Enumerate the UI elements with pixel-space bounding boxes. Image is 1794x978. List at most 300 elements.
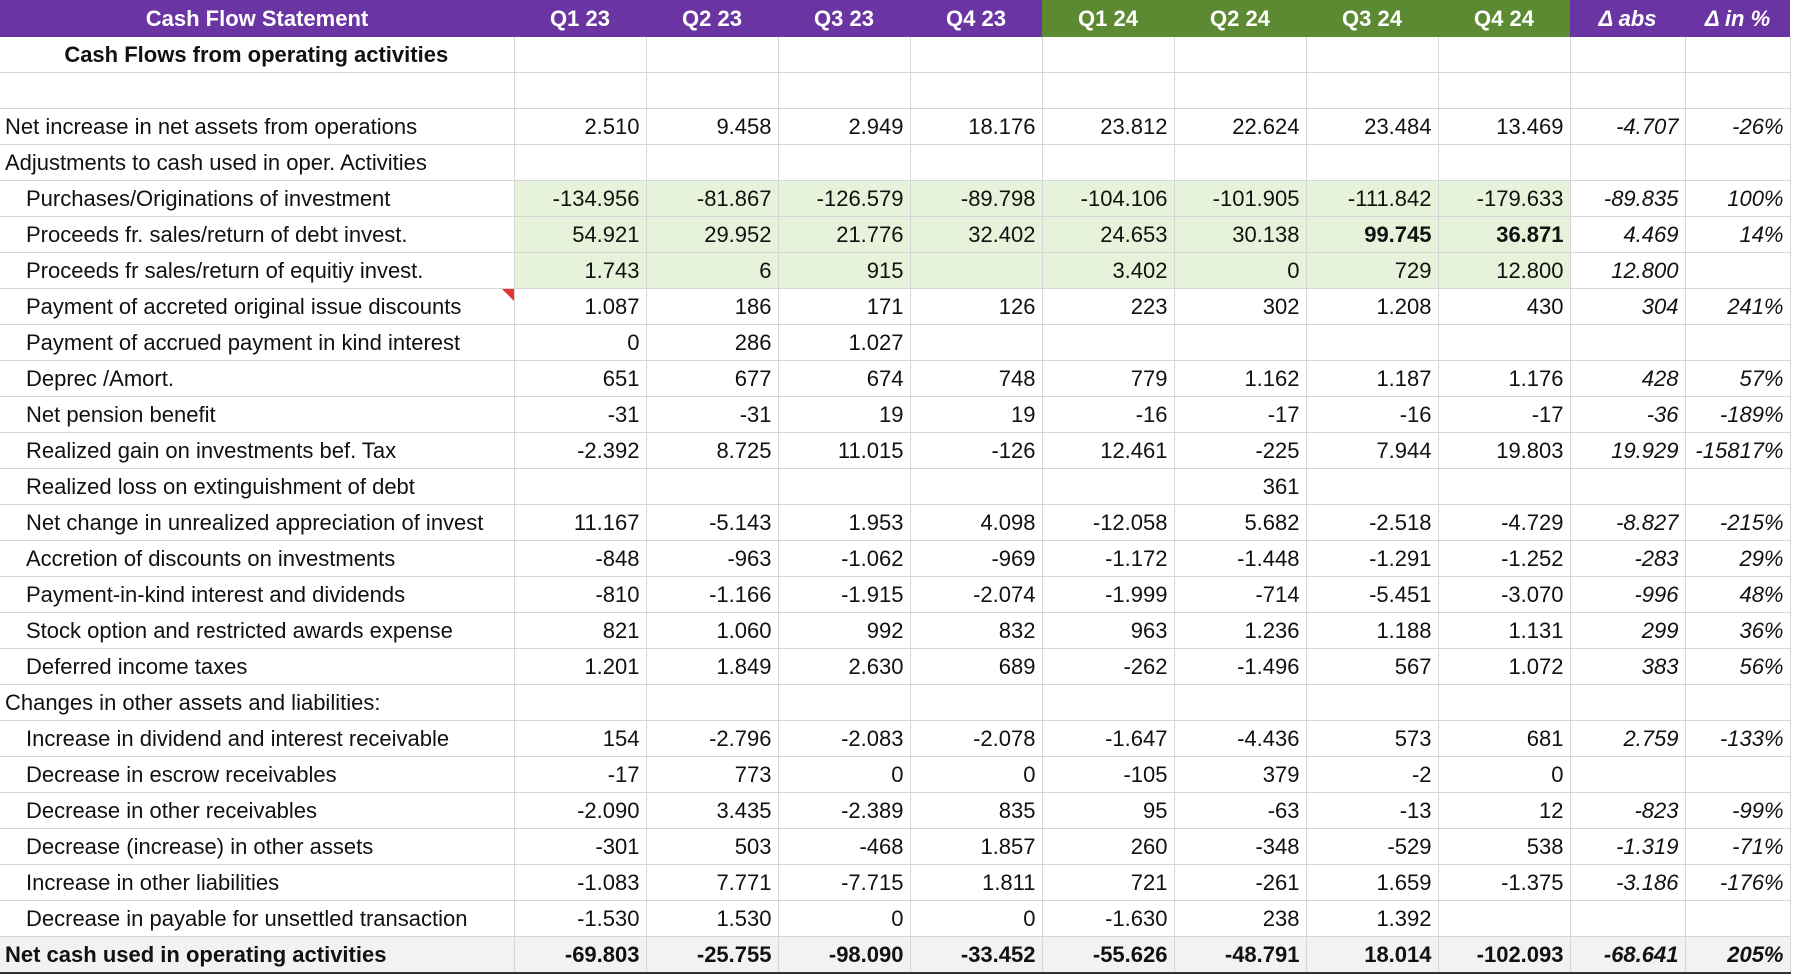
value-cell[interactable]: 681 <box>1438 721 1570 757</box>
value-cell[interactable]: 832 <box>910 613 1042 649</box>
value-cell[interactable]: -1.448 <box>1174 541 1306 577</box>
total-value-cell[interactable]: -33.452 <box>910 937 1042 974</box>
value-cell[interactable]: -2.090 <box>514 793 646 829</box>
value-cell[interactable]: 154 <box>514 721 646 757</box>
value-cell[interactable]: 748 <box>910 361 1042 397</box>
value-cell[interactable]: 36.871 <box>1438 217 1570 253</box>
value-cell[interactable]: 651 <box>514 361 646 397</box>
total-delta-abs[interactable]: -68.641 <box>1570 937 1685 974</box>
delta-abs-cell[interactable]: 4.469 <box>1570 217 1685 253</box>
value-cell[interactable] <box>910 325 1042 361</box>
value-cell[interactable]: 0 <box>1174 253 1306 289</box>
row-label[interactable]: Adjustments to cash used in oper. Activities <box>0 145 514 181</box>
comment-indicator-icon[interactable] <box>502 289 514 301</box>
row-label[interactable]: Increase in other liabilities <box>0 865 514 901</box>
delta-pct-cell[interactable]: 14% <box>1685 217 1790 253</box>
value-cell[interactable]: -2 <box>1306 757 1438 793</box>
total-value-cell[interactable]: -25.755 <box>646 937 778 974</box>
row-label[interactable]: Proceeds fr sales/return of equitiy invest. <box>0 253 514 289</box>
row-label[interactable]: Deprec /Amort. <box>0 361 514 397</box>
value-cell[interactable]: 12.800 <box>1438 253 1570 289</box>
row-label[interactable]: Realized loss on extinguishment of debt <box>0 469 514 505</box>
value-cell[interactable]: 21.776 <box>778 217 910 253</box>
value-cell[interactable]: 1.187 <box>1306 361 1438 397</box>
value-cell[interactable]: 13.469 <box>1438 109 1570 145</box>
value-cell[interactable] <box>514 685 646 721</box>
value-cell[interactable] <box>910 145 1042 181</box>
value-cell[interactable]: -31 <box>646 397 778 433</box>
value-cell[interactable]: -1.530 <box>514 901 646 937</box>
delta-pct-cell[interactable]: -133% <box>1685 721 1790 757</box>
delta-abs-cell[interactable] <box>1570 325 1685 361</box>
delta-abs-cell[interactable]: -4.707 <box>1570 109 1685 145</box>
value-cell[interactable]: -2.518 <box>1306 505 1438 541</box>
value-cell[interactable]: -13 <box>1306 793 1438 829</box>
value-cell[interactable]: 171 <box>778 289 910 325</box>
value-cell[interactable]: -225 <box>1174 433 1306 469</box>
value-cell[interactable]: -31 <box>514 397 646 433</box>
delta-abs-cell[interactable]: 304 <box>1570 289 1685 325</box>
cell[interactable] <box>910 37 1042 73</box>
delta-abs-cell[interactable]: -1.319 <box>1570 829 1685 865</box>
delta-abs-cell[interactable] <box>1570 757 1685 793</box>
value-cell[interactable]: 29.952 <box>646 217 778 253</box>
value-cell[interactable]: 4.098 <box>910 505 1042 541</box>
value-cell[interactable]: 1.087 <box>514 289 646 325</box>
delta-pct-cell[interactable] <box>1685 469 1790 505</box>
row-label[interactable]: Payment of accrued payment in kind interest <box>0 325 514 361</box>
delta-pct-cell[interactable] <box>1685 901 1790 937</box>
total-value-cell[interactable]: -55.626 <box>1042 937 1174 974</box>
cell[interactable] <box>1042 37 1174 73</box>
value-cell[interactable]: -126.579 <box>778 181 910 217</box>
header-delta-pct[interactable]: Δ in % <box>1685 0 1790 37</box>
delta-pct-cell[interactable]: 29% <box>1685 541 1790 577</box>
delta-pct-cell[interactable]: 100% <box>1685 181 1790 217</box>
delta-abs-cell[interactable]: -283 <box>1570 541 1685 577</box>
value-cell[interactable]: 1.811 <box>910 865 1042 901</box>
value-cell[interactable]: 430 <box>1438 289 1570 325</box>
value-cell[interactable]: -126 <box>910 433 1042 469</box>
row-label[interactable]: Net change in unrealized appreciation of invest <box>0 505 514 541</box>
value-cell[interactable] <box>1306 325 1438 361</box>
value-cell[interactable]: 503 <box>646 829 778 865</box>
value-cell[interactable]: 54.921 <box>514 217 646 253</box>
header-q1-23[interactable]: Q1 23 <box>514 0 646 37</box>
value-cell[interactable]: -848 <box>514 541 646 577</box>
value-cell[interactable]: 729 <box>1306 253 1438 289</box>
delta-pct-cell[interactable] <box>1685 325 1790 361</box>
value-cell[interactable]: 126 <box>910 289 1042 325</box>
value-cell[interactable]: -348 <box>1174 829 1306 865</box>
total-label[interactable]: Net cash used in operating activities <box>0 937 514 974</box>
value-cell[interactable]: -1.172 <box>1042 541 1174 577</box>
value-cell[interactable]: 915 <box>778 253 910 289</box>
value-cell[interactable]: 3.402 <box>1042 253 1174 289</box>
value-cell[interactable] <box>1438 325 1570 361</box>
value-cell[interactable] <box>1174 685 1306 721</box>
value-cell[interactable] <box>1042 469 1174 505</box>
cell[interactable] <box>778 37 910 73</box>
delta-abs-cell[interactable]: 12.800 <box>1570 253 1685 289</box>
value-cell[interactable]: 238 <box>1174 901 1306 937</box>
delta-pct-cell[interactable]: -71% <box>1685 829 1790 865</box>
row-label[interactable]: Decrease (increase) in other assets <box>0 829 514 865</box>
delta-pct-cell[interactable]: 48% <box>1685 577 1790 613</box>
delta-pct-cell[interactable]: 36% <box>1685 613 1790 649</box>
value-cell[interactable]: 11.167 <box>514 505 646 541</box>
value-cell[interactable]: -2.389 <box>778 793 910 829</box>
value-cell[interactable]: 186 <box>646 289 778 325</box>
value-cell[interactable]: 567 <box>1306 649 1438 685</box>
value-cell[interactable]: -1.291 <box>1306 541 1438 577</box>
delta-abs-cell[interactable]: -8.827 <box>1570 505 1685 541</box>
value-cell[interactable] <box>514 145 646 181</box>
value-cell[interactable]: -5.143 <box>646 505 778 541</box>
value-cell[interactable]: 223 <box>1042 289 1174 325</box>
value-cell[interactable]: 2.949 <box>778 109 910 145</box>
value-cell[interactable] <box>910 253 1042 289</box>
delta-abs-cell[interactable]: 2.759 <box>1570 721 1685 757</box>
cell[interactable] <box>646 73 778 109</box>
value-cell[interactable] <box>778 685 910 721</box>
value-cell[interactable]: 779 <box>1042 361 1174 397</box>
cell[interactable] <box>1174 73 1306 109</box>
delta-abs-cell[interactable] <box>1570 685 1685 721</box>
total-value-cell[interactable]: -102.093 <box>1438 937 1570 974</box>
value-cell[interactable] <box>1174 325 1306 361</box>
value-cell[interactable]: 1.176 <box>1438 361 1570 397</box>
value-cell[interactable] <box>1174 145 1306 181</box>
delta-pct-cell[interactable]: -215% <box>1685 505 1790 541</box>
cell[interactable] <box>1685 37 1790 73</box>
value-cell[interactable]: 1.188 <box>1306 613 1438 649</box>
value-cell[interactable]: 1.659 <box>1306 865 1438 901</box>
row-label[interactable]: Changes in other assets and liabilities: <box>0 685 514 721</box>
value-cell[interactable]: 6 <box>646 253 778 289</box>
row-label[interactable]: Net pension benefit <box>0 397 514 433</box>
value-cell[interactable]: 11.015 <box>778 433 910 469</box>
value-cell[interactable] <box>778 469 910 505</box>
value-cell[interactable]: -89.798 <box>910 181 1042 217</box>
value-cell[interactable]: 1.953 <box>778 505 910 541</box>
value-cell[interactable]: 1.392 <box>1306 901 1438 937</box>
value-cell[interactable]: -969 <box>910 541 1042 577</box>
value-cell[interactable]: 992 <box>778 613 910 649</box>
header-q4-24[interactable]: Q4 24 <box>1438 0 1570 37</box>
value-cell[interactable]: -17 <box>514 757 646 793</box>
value-cell[interactable] <box>1306 145 1438 181</box>
total-value-cell[interactable]: -98.090 <box>778 937 910 974</box>
cell[interactable] <box>1570 73 1685 109</box>
row-label[interactable]: Net increase in net assets from operations <box>0 109 514 145</box>
value-cell[interactable]: -1.166 <box>646 577 778 613</box>
value-cell[interactable]: -12.058 <box>1042 505 1174 541</box>
cell[interactable] <box>1306 37 1438 73</box>
value-cell[interactable]: 1.236 <box>1174 613 1306 649</box>
value-cell[interactable]: -104.106 <box>1042 181 1174 217</box>
value-cell[interactable]: -105 <box>1042 757 1174 793</box>
delta-pct-cell[interactable]: -26% <box>1685 109 1790 145</box>
value-cell[interactable]: 1.060 <box>646 613 778 649</box>
cell[interactable] <box>1685 73 1790 109</box>
delta-pct-cell[interactable]: -176% <box>1685 865 1790 901</box>
value-cell[interactable]: 5.682 <box>1174 505 1306 541</box>
table-row <box>0 289 1790 325</box>
delta-abs-cell[interactable] <box>1570 145 1685 181</box>
cell[interactable] <box>1306 73 1438 109</box>
value-cell[interactable]: 773 <box>646 757 778 793</box>
value-cell[interactable]: 379 <box>1174 757 1306 793</box>
delta-abs-cell[interactable] <box>1570 469 1685 505</box>
value-cell[interactable]: -17 <box>1174 397 1306 433</box>
total-delta-pct[interactable]: 205% <box>1685 937 1790 974</box>
value-cell[interactable]: -111.842 <box>1306 181 1438 217</box>
delta-pct-cell[interactable]: 56% <box>1685 649 1790 685</box>
delta-abs-cell[interactable]: 19.929 <box>1570 433 1685 469</box>
row-label[interactable]: Realized gain on investments bef. Tax <box>0 433 514 469</box>
row-label[interactable]: Proceeds fr. sales/return of debt invest. <box>0 217 514 253</box>
delta-pct-cell[interactable]: 241% <box>1685 289 1790 325</box>
value-cell[interactable]: -17 <box>1438 397 1570 433</box>
cell[interactable] <box>514 37 646 73</box>
value-cell[interactable]: 2.630 <box>778 649 910 685</box>
value-cell[interactable]: 1.208 <box>1306 289 1438 325</box>
value-cell[interactable]: 7.944 <box>1306 433 1438 469</box>
value-cell[interactable]: 538 <box>1438 829 1570 865</box>
delta-abs-cell[interactable]: -3.186 <box>1570 865 1685 901</box>
value-cell[interactable]: -134.956 <box>514 181 646 217</box>
delta-pct-cell[interactable] <box>1685 757 1790 793</box>
value-cell[interactable] <box>1306 469 1438 505</box>
value-cell[interactable]: 689 <box>910 649 1042 685</box>
value-cell[interactable]: 23.812 <box>1042 109 1174 145</box>
header-q2-23[interactable]: Q2 23 <box>646 0 778 37</box>
value-cell[interactable] <box>1438 469 1570 505</box>
value-cell[interactable]: -16 <box>1306 397 1438 433</box>
value-cell[interactable]: -63 <box>1174 793 1306 829</box>
value-cell[interactable]: -2.078 <box>910 721 1042 757</box>
delta-abs-cell[interactable]: -996 <box>1570 577 1685 613</box>
value-cell[interactable]: -529 <box>1306 829 1438 865</box>
row-label[interactable]: Decrease in other receivables <box>0 793 514 829</box>
value-cell[interactable]: -468 <box>778 829 910 865</box>
value-cell[interactable]: -810 <box>514 577 646 613</box>
cell[interactable] <box>514 73 646 109</box>
value-cell[interactable]: 1.530 <box>646 901 778 937</box>
value-cell[interactable]: 1.201 <box>514 649 646 685</box>
row-label[interactable]: Payment of accreted original issue discounts <box>0 289 514 325</box>
value-cell[interactable]: 18.176 <box>910 109 1042 145</box>
value-cell[interactable]: 0 <box>1438 757 1570 793</box>
header-q3-24[interactable]: Q3 24 <box>1306 0 1438 37</box>
value-cell[interactable]: 1.027 <box>778 325 910 361</box>
value-cell[interactable] <box>1438 145 1570 181</box>
delta-pct-cell[interactable]: 57% <box>1685 361 1790 397</box>
delta-pct-cell[interactable] <box>1685 253 1790 289</box>
value-cell[interactable] <box>1306 685 1438 721</box>
value-cell[interactable]: 99.745 <box>1306 217 1438 253</box>
value-cell[interactable]: -714 <box>1174 577 1306 613</box>
value-cell[interactable]: 674 <box>778 361 910 397</box>
value-cell[interactable]: -101.905 <box>1174 181 1306 217</box>
value-cell[interactable]: -1.375 <box>1438 865 1570 901</box>
value-cell[interactable]: -7.715 <box>778 865 910 901</box>
value-cell[interactable]: 19.803 <box>1438 433 1570 469</box>
value-cell[interactable]: -1.647 <box>1042 721 1174 757</box>
value-cell[interactable] <box>646 685 778 721</box>
value-cell[interactable]: 260 <box>1042 829 1174 865</box>
value-cell[interactable] <box>1042 685 1174 721</box>
value-cell[interactable] <box>910 469 1042 505</box>
value-cell[interactable]: -1.915 <box>778 577 910 613</box>
value-cell[interactable]: -2.796 <box>646 721 778 757</box>
value-cell[interactable]: 286 <box>646 325 778 361</box>
value-cell[interactable]: -1.062 <box>778 541 910 577</box>
cell[interactable] <box>1042 73 1174 109</box>
value-cell[interactable]: -3.070 <box>1438 577 1570 613</box>
row-label[interactable]: Increase in dividend and interest receivable <box>0 721 514 757</box>
value-cell[interactable]: 1.857 <box>910 829 1042 865</box>
value-cell[interactable]: 0 <box>910 757 1042 793</box>
value-cell[interactable]: -2.074 <box>910 577 1042 613</box>
value-cell[interactable] <box>1042 145 1174 181</box>
value-cell[interactable]: 12.461 <box>1042 433 1174 469</box>
header-q2-24[interactable]: Q2 24 <box>1174 0 1306 37</box>
value-cell[interactable]: -2.392 <box>514 433 646 469</box>
cell[interactable] <box>1438 73 1570 109</box>
row-label[interactable]: Decrease in payable for unsettled transaction <box>0 901 514 937</box>
value-cell[interactable] <box>514 469 646 505</box>
cell[interactable] <box>1174 37 1306 73</box>
value-cell[interactable]: -301 <box>514 829 646 865</box>
value-cell[interactable]: -963 <box>646 541 778 577</box>
total-value-cell[interactable]: 18.014 <box>1306 937 1438 974</box>
cell[interactable] <box>778 73 910 109</box>
value-cell[interactable] <box>646 145 778 181</box>
value-cell[interactable]: -16 <box>1042 397 1174 433</box>
value-cell[interactable]: -5.451 <box>1306 577 1438 613</box>
value-cell[interactable]: 0 <box>514 325 646 361</box>
value-cell[interactable]: -261 <box>1174 865 1306 901</box>
value-cell[interactable] <box>1438 685 1570 721</box>
value-cell[interactable]: 19 <box>910 397 1042 433</box>
value-cell[interactable] <box>910 685 1042 721</box>
cell[interactable] <box>0 73 514 109</box>
delta-pct-cell[interactable]: -99% <box>1685 793 1790 829</box>
value-cell[interactable]: -262 <box>1042 649 1174 685</box>
value-cell[interactable]: 8.725 <box>646 433 778 469</box>
value-cell[interactable]: 22.624 <box>1174 109 1306 145</box>
row-label[interactable]: Payment-in-kind interest and dividends <box>0 577 514 613</box>
value-cell[interactable]: 573 <box>1306 721 1438 757</box>
value-cell[interactable] <box>1042 325 1174 361</box>
table-row <box>0 865 1790 901</box>
value-cell[interactable]: 9.458 <box>646 109 778 145</box>
delta-abs-cell[interactable]: -823 <box>1570 793 1685 829</box>
row-label[interactable]: Decrease in escrow receivables <box>0 757 514 793</box>
row-label[interactable]: Deferred income taxes <box>0 649 514 685</box>
value-cell[interactable]: 0 <box>778 901 910 937</box>
value-cell[interactable]: 1.072 <box>1438 649 1570 685</box>
cell[interactable] <box>1570 37 1685 73</box>
value-cell[interactable]: 24.653 <box>1042 217 1174 253</box>
value-cell[interactable]: -1.252 <box>1438 541 1570 577</box>
total-value-cell[interactable]: -69.803 <box>514 937 646 974</box>
value-cell[interactable]: -1.630 <box>1042 901 1174 937</box>
delta-abs-cell[interactable]: 383 <box>1570 649 1685 685</box>
value-cell[interactable] <box>1438 901 1570 937</box>
delta-pct-cell[interactable]: -189% <box>1685 397 1790 433</box>
row-label[interactable]: Purchases/Originations of investment <box>0 181 514 217</box>
value-cell[interactable]: 302 <box>1174 289 1306 325</box>
cell[interactable] <box>910 73 1042 109</box>
value-cell[interactable]: 835 <box>910 793 1042 829</box>
delta-abs-cell[interactable]: 299 <box>1570 613 1685 649</box>
section-title[interactable]: Cash Flows from operating activities <box>0 37 514 73</box>
value-cell[interactable]: 2.510 <box>514 109 646 145</box>
header-q1-24[interactable]: Q1 24 <box>1042 0 1174 37</box>
value-cell[interactable]: 12 <box>1438 793 1570 829</box>
value-cell[interactable]: 30.138 <box>1174 217 1306 253</box>
delta-pct-cell[interactable] <box>1685 685 1790 721</box>
value-cell[interactable]: 0 <box>910 901 1042 937</box>
value-cell[interactable]: 95 <box>1042 793 1174 829</box>
delta-abs-cell[interactable]: -89.835 <box>1570 181 1685 217</box>
value-cell[interactable]: -179.633 <box>1438 181 1570 217</box>
value-cell[interactable]: 1.743 <box>514 253 646 289</box>
header-delta-abs[interactable]: Δ abs <box>1570 0 1685 37</box>
delta-abs-cell[interactable]: 428 <box>1570 361 1685 397</box>
value-cell[interactable]: 19 <box>778 397 910 433</box>
value-cell[interactable]: 23.484 <box>1306 109 1438 145</box>
value-cell[interactable]: 1.162 <box>1174 361 1306 397</box>
header-title[interactable]: Cash Flow Statement <box>0 0 514 37</box>
value-cell[interactable]: 963 <box>1042 613 1174 649</box>
delta-pct-cell[interactable]: -15817% <box>1685 433 1790 469</box>
total-value-cell[interactable]: -48.791 <box>1174 937 1306 974</box>
delta-abs-cell[interactable] <box>1570 901 1685 937</box>
value-cell[interactable]: 721 <box>1042 865 1174 901</box>
value-cell[interactable]: -1.999 <box>1042 577 1174 613</box>
value-cell[interactable]: 0 <box>778 757 910 793</box>
header-q4-23[interactable]: Q4 23 <box>910 0 1042 37</box>
value-cell[interactable]: 32.402 <box>910 217 1042 253</box>
value-cell[interactable]: -4.436 <box>1174 721 1306 757</box>
value-cell[interactable] <box>646 469 778 505</box>
value-cell[interactable] <box>778 145 910 181</box>
value-cell[interactable]: -1.496 <box>1174 649 1306 685</box>
value-cell[interactable]: 3.435 <box>646 793 778 829</box>
value-cell[interactable]: -1.083 <box>514 865 646 901</box>
header-q3-23[interactable]: Q3 23 <box>778 0 910 37</box>
cell[interactable] <box>1438 37 1570 73</box>
value-cell[interactable]: -4.729 <box>1438 505 1570 541</box>
value-cell[interactable]: -81.867 <box>646 181 778 217</box>
value-cell[interactable]: 677 <box>646 361 778 397</box>
cell[interactable] <box>646 37 778 73</box>
value-cell[interactable]: 821 <box>514 613 646 649</box>
delta-pct-cell[interactable] <box>1685 145 1790 181</box>
value-cell[interactable]: 1.849 <box>646 649 778 685</box>
delta-abs-cell[interactable]: -36 <box>1570 397 1685 433</box>
value-cell[interactable]: 1.131 <box>1438 613 1570 649</box>
value-cell[interactable]: 361 <box>1174 469 1306 505</box>
row-label[interactable]: Accretion of discounts on investments <box>0 541 514 577</box>
value-cell[interactable]: -2.083 <box>778 721 910 757</box>
row-label[interactable]: Stock option and restricted awards expense <box>0 613 514 649</box>
value-cell[interactable]: 7.771 <box>646 865 778 901</box>
